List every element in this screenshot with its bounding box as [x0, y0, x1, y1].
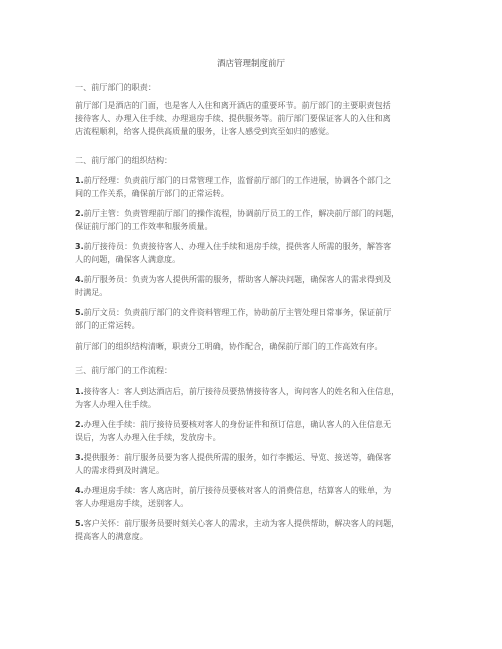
section-1 — [75, 81, 445, 94]
item-text: 前厅接待员：负责接待客人、办理入住手续和退房手续，提供客人所需的服务，解答客 — [83, 241, 392, 251]
summary-text: 前厅部门的组织结构清晰，职责分工明确，协作配合，确保前厅部门的工作高效有序。 — [75, 341, 383, 351]
item-number: 1. — [75, 387, 84, 396]
section-heading: 三、前厅部门的工作流程： — [75, 365, 173, 375]
item-text: 客户关怀：前厅服务员要时刻关心客人的需求，主动为客人提供帮助，解决客人的问题， — [83, 518, 400, 528]
item-number: 3. — [75, 242, 84, 251]
list-item — [75, 484, 445, 510]
item-text: 时满足。 — [75, 287, 108, 297]
list-item — [75, 517, 445, 543]
item-text: 前厅主管：负责管理前厅部门的操作流程，协调前厅员工的工作，解决前厅部门的问题， — [83, 208, 400, 218]
item-text: 保证前厅部门的工作效率和服务质量。 — [75, 221, 213, 231]
section-2 — [75, 154, 445, 167]
item-number: 2. — [75, 420, 84, 429]
section-2-summary — [75, 340, 445, 353]
item-text: 提高客人的满意度。 — [75, 531, 148, 541]
list-item — [75, 240, 445, 266]
section-3 — [75, 364, 445, 377]
item-text: 办理入住手续：前厅接待员要核对客人的身份证件和预订信息，确认客人的入住信息无 — [83, 419, 392, 429]
item-text: 提供服务：前厅服务员要为客人提供所需的服务，如行李搬运、导览、接送等，确保客 — [83, 452, 392, 462]
item-number: 5. — [75, 308, 84, 317]
section-heading: 一、前厅部门的职责： — [75, 82, 156, 92]
item-text: 人的需求得到及时满足。 — [75, 465, 165, 475]
item-text: 办理退房手续：客人离店时，前厅接待员要核对客人的消费信息，结算客人的账单，为 — [83, 485, 392, 495]
item-text: 为客人办理入住手续。 — [75, 399, 156, 409]
item-number: 4. — [75, 275, 84, 284]
list-item — [75, 451, 445, 477]
item-text: 前厅文员：负责前厅部门的文件资料管理工作，协助前厅主管处理日常事务，保证前厅 — [83, 307, 392, 317]
document-title: 酒店管理制度前厅 — [216, 59, 285, 69]
paragraph-line: 店流程顺利，给客人提供高质量的服务，让客人感受到宾至如归的感觉。 — [75, 126, 335, 136]
list-item — [75, 385, 445, 411]
item-number: 1. — [75, 176, 84, 185]
item-text: 客人办理退房手续，送别客人。 — [75, 498, 189, 508]
list-item — [75, 174, 445, 200]
list-item — [75, 273, 445, 299]
item-number: 5. — [75, 519, 84, 528]
item-number: 2. — [75, 209, 84, 218]
section-1-paragraph — [75, 99, 445, 138]
item-text: 接待客人：客人到达酒店后，前厅接待员要热情接待客人，询问客人的姓名和入住信息， — [83, 386, 400, 396]
item-text: 间的工作关系，确保前厅部门的正常运转。 — [75, 188, 229, 198]
list-item — [75, 306, 445, 332]
list-item — [75, 207, 445, 233]
section-heading: 二、前厅部门的组织结构： — [75, 155, 173, 165]
paragraph-line: 前厅部门是酒店的门面，也是客人入住和离开酒店的重要环节。前厅部门的主要职责包括 — [75, 100, 391, 110]
item-text: 部门的正常运转。 — [75, 320, 140, 330]
item-text: 人的问题，确保客人满意度。 — [75, 254, 181, 264]
paragraph-line: 接待客人、办理入住手续、办理退房手续、提供服务等。前厅部门要保证客人的入住和离 — [75, 113, 391, 123]
item-text: 误后，为客人办理入住手续，发放房卡。 — [75, 432, 221, 442]
item-number: 3. — [75, 453, 84, 462]
item-number: 4. — [75, 486, 84, 495]
item-text: 前厅经理：负责前厅部门的日常管理工作，监督前厅部门的工作进展，协调各个部门之 — [83, 175, 392, 185]
item-text: 前厅服务员：负责为客人提供所需的服务，帮助客人解决问题，确保客人的需求得到及 — [83, 274, 392, 284]
list-item — [75, 418, 445, 444]
